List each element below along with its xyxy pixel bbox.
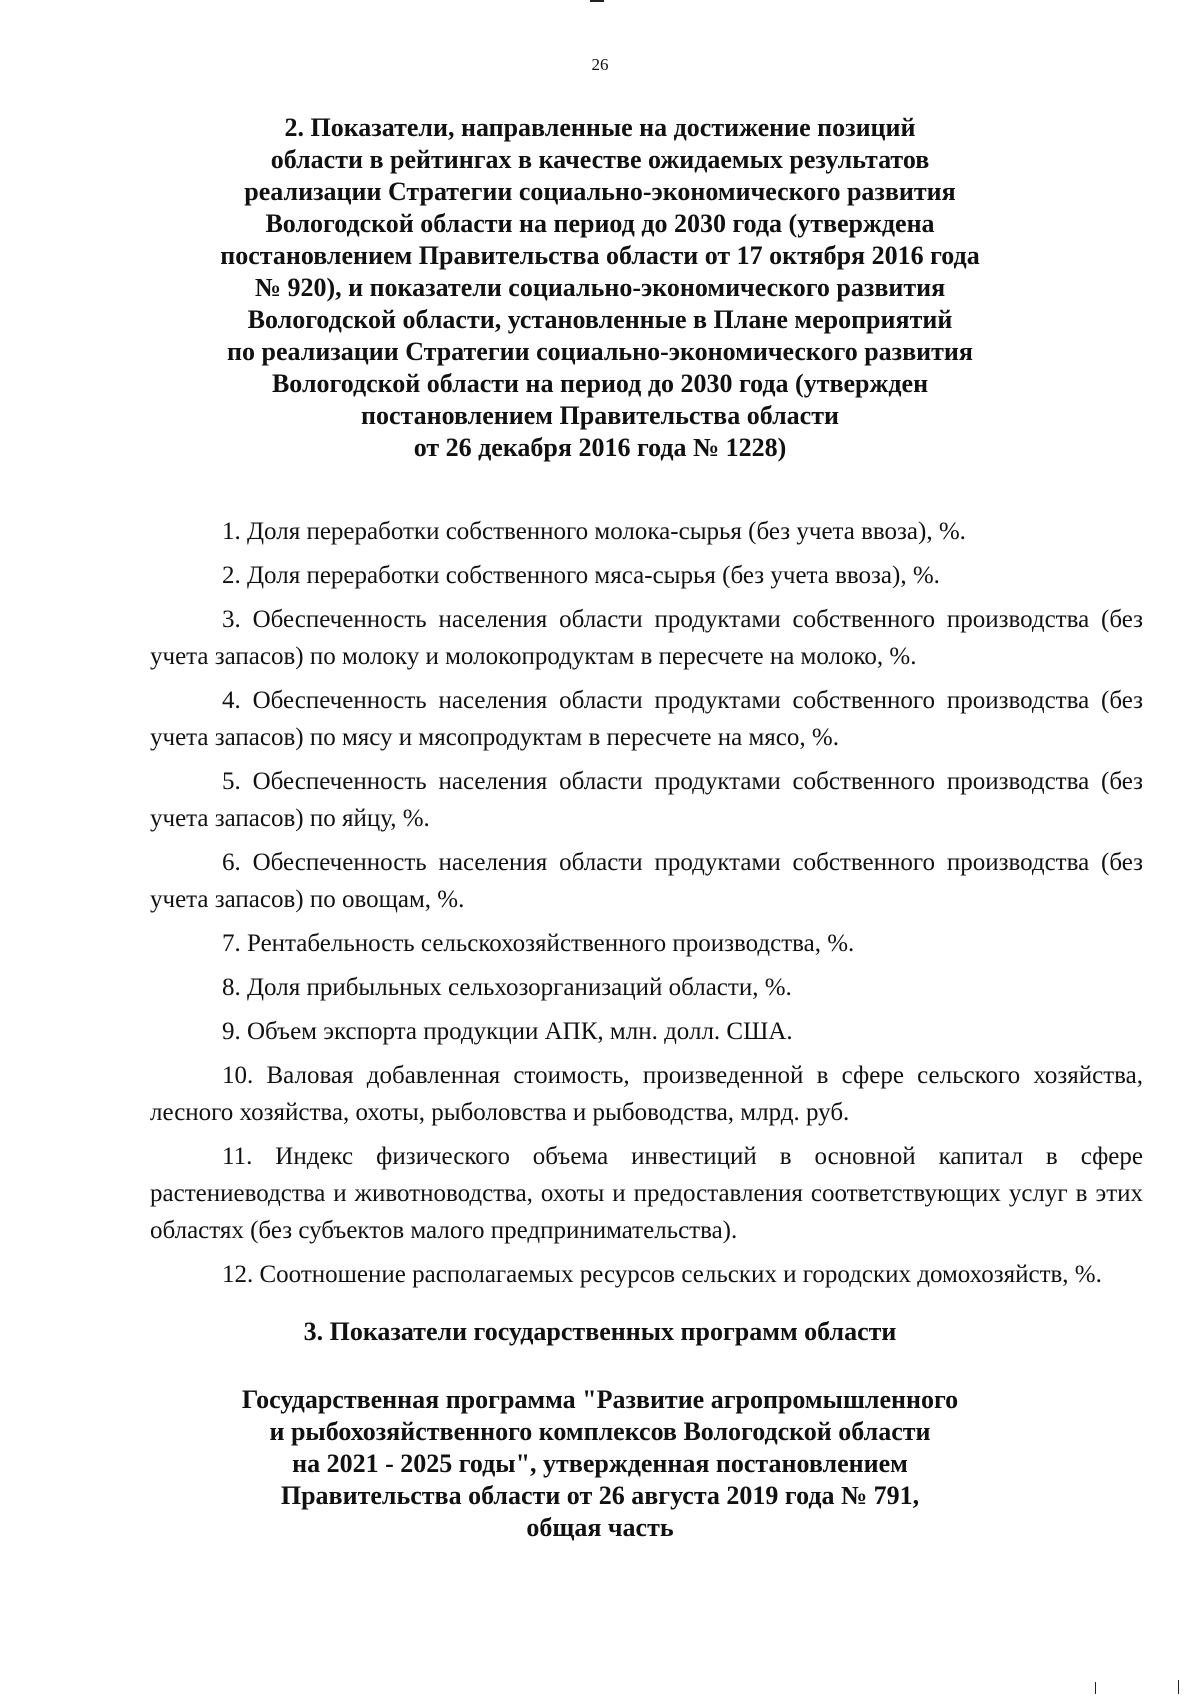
section-2-heading-line: Вологодской области на период до 2030 года (утверждена <box>265 209 935 238</box>
section-2-heading-line: области в рейтингах в качестве ожидаемых результатов <box>270 145 930 174</box>
indicator-item: 4. Обеспеченность населения области продуктами собственного производства (без учета запасов) по мясу и мясопродуктам в пересчете на мясо, %. <box>150 687 1143 751</box>
indicator-item: 11. Индекс физического объема инвестиций в основной капитал в сфере растениеводства и животноводства, охоты и предоставления соответствующих услуг в этих областях (без субъектов малого предпринимательства). <box>150 1143 1143 1244</box>
indicator-item: 1. Доля переработки собственного молока-сырья (без учета ввоза), %. <box>222 518 966 545</box>
program-heading-line: общая часть <box>526 1513 674 1542</box>
indicator-item: 2. Доля переработки собственного мяса-сырья (без учета ввоза), %. <box>222 562 940 589</box>
scan-artifact <box>1095 1682 1096 1694</box>
section-2-heading-line: 2. Показатели, направленные на достижение позиций <box>284 113 916 142</box>
section-2-heading-line: Вологодской области, установленные в Плане мероприятий <box>247 305 953 334</box>
indicator-item: 7. Рентабельность сельскохозяйственного производства, %. <box>222 930 855 957</box>
section-2-heading-line: от 26 декабря 2016 года № 1228) <box>413 433 787 462</box>
scan-artifact <box>1178 1680 1179 1694</box>
indicator-item: 8. Доля прибыльных сельхозорганизаций области, %. <box>222 974 792 1001</box>
indicator-item: 5. Обеспеченность населения области продуктами собственного производства (без учета запасов) по яйцу, %. <box>150 768 1143 832</box>
section-2-heading <box>150 112 1050 464</box>
program-heading-line: и рыбохозяйственного комплексов Вологодской области <box>269 1417 931 1446</box>
scan-artifact <box>590 0 604 2</box>
indicator-item: 3. Обеспеченность населения области продуктами собственного производства (без учета запасов) по молоку и молокопродуктам в пересчете на молоко, %. <box>150 606 1143 670</box>
section-2-heading-line: № 920), и показатели социально-экономического развития <box>254 273 946 302</box>
section-2-heading-line: постановлением Правительства области <box>361 401 839 430</box>
program-heading <box>150 1384 1050 1544</box>
indicator-item: 12. Соотношение располагаемых ресурсов сельских и городских домохозяйств, %. <box>222 1261 1102 1288</box>
indicator-item: 10. Валовая добавленная стоимость, произведенной в сфере сельского хозяйства, лесного хозяйства, охоты, рыболовства и рыбоводства, млрд. руб. <box>150 1062 1143 1126</box>
program-heading-line: на 2021 - 2025 годы", утвержденная постановлением <box>292 1449 908 1478</box>
section-3-heading <box>150 1316 1050 1348</box>
indicator-item: 9. Объем экспорта продукции АПК, млн. долл. США. <box>222 1018 793 1045</box>
section-3-heading-line: 3. Показатели государственных программ области <box>303 1317 897 1346</box>
section-2-heading-line: реализации Стратегии социально-экономического развития <box>244 177 956 206</box>
indicator-list <box>150 513 1143 1300</box>
section-2-heading-line: по реализации Стратегии социально-экономического развития <box>227 337 973 366</box>
indicator-item: 6. Обеспеченность населения области продуктами собственного производства (без учета запасов) по овощам, %. <box>150 849 1143 913</box>
program-heading-line: Правительства области от 26 августа 2019 года № 791, <box>280 1481 920 1510</box>
section-2-heading-line: Вологодской области на период до 2030 года (утвержден <box>271 369 929 398</box>
section-2-heading-line: постановлением Правительства области от 17 октября 2016 года <box>220 241 980 270</box>
page-number: 26 <box>591 55 609 74</box>
program-heading-line: Государственная программа "Развитие агропромышленного <box>241 1385 959 1414</box>
